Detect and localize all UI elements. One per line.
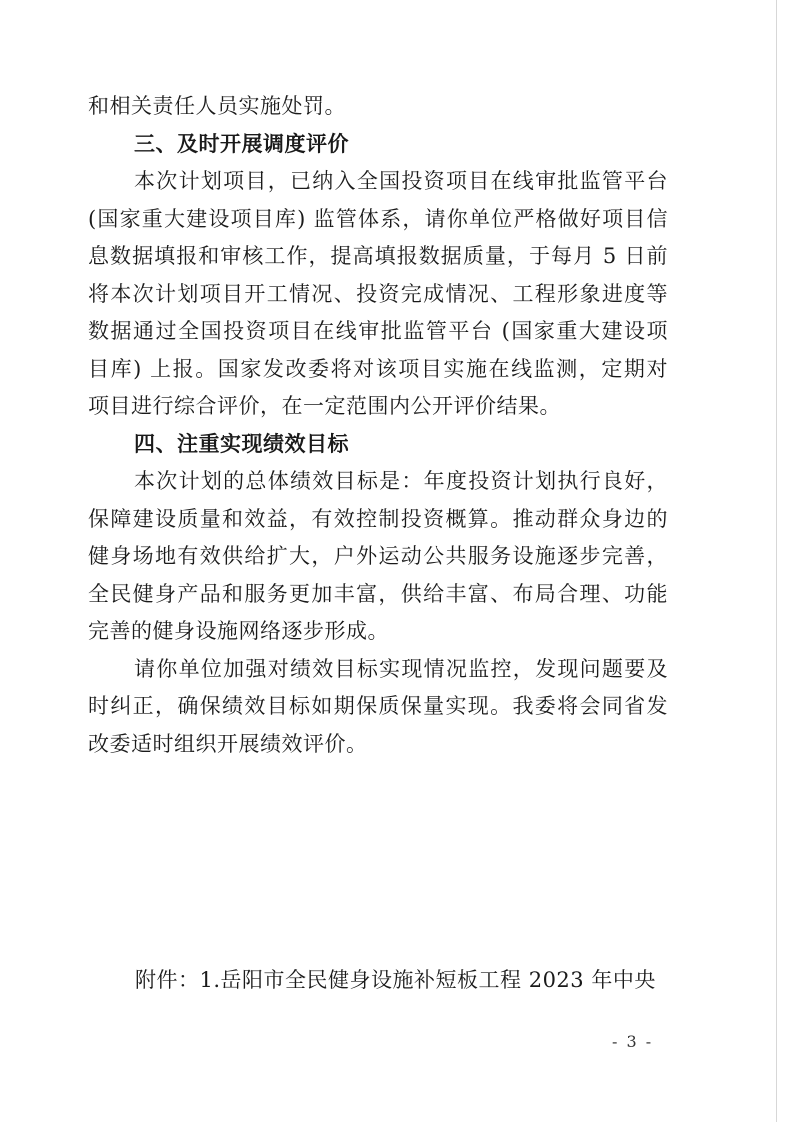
document-body	[88, 88, 668, 763]
section-heading-4: 四、注重实现绩效目标	[134, 431, 349, 456]
section-heading-3: 三、及时开展调度评价	[134, 131, 349, 156]
paragraph-line: 完善的健身设施网络逐步形成。	[88, 619, 389, 643]
paragraph-line: 请你单位加强对绩效目标实现情况监控，发现问题要及	[134, 656, 668, 681]
paragraph-line: 数据通过全国投资项目在线审批监管平台 (国家重大建设项	[88, 319, 668, 343]
attachment-line: 附件：1.岳阳市全民健身设施补短板工程 2023 年中央	[135, 968, 656, 992]
paragraph-line: 保障建设质量和效益，有效控制投资概算。推动群众身边的	[88, 506, 668, 531]
paragraph-line: 全民健身产品和服务更加丰富，供给丰富、布局合理、功能	[88, 581, 668, 606]
paragraph-line: 项目进行综合评价，在一定范围内公开评价结果。	[88, 394, 561, 418]
paragraph-line: 健身场地有效供给扩大，户外运动公共服务设施逐步完善，	[88, 544, 668, 568]
paragraph-line: 和相关责任人员实施处罚。	[88, 94, 346, 118]
paragraph-line: 改委适时组织开展绩效评价。	[88, 731, 368, 756]
paragraph-line: 将本次计划项目开工情况、投资完成情况、工程形象进度等	[88, 281, 668, 306]
page-number: - 3 -	[612, 1032, 654, 1051]
paragraph-line: (国家重大建设项目库) 监管体系，请你单位严格做好项目信	[88, 206, 668, 231]
paragraph-line: 本次计划的总体绩效目标是：年度投资计划执行良好，	[134, 469, 668, 493]
paragraph-line: 时纠正，确保绩效目标如期保质保量实现。我委将会同省发	[88, 694, 668, 718]
paragraph-line: 目库) 上报。国家发改委将对该项目实施在线监测，定期对	[88, 356, 668, 381]
paragraph-line: 息数据填报和审核工作，提高填报数据质量，于每月 5 日前	[88, 244, 668, 268]
paragraph-line: 本次计划项目，已纳入全国投资项目在线审批监管平台	[134, 169, 668, 193]
scan-edge-divider	[776, 0, 777, 1122]
